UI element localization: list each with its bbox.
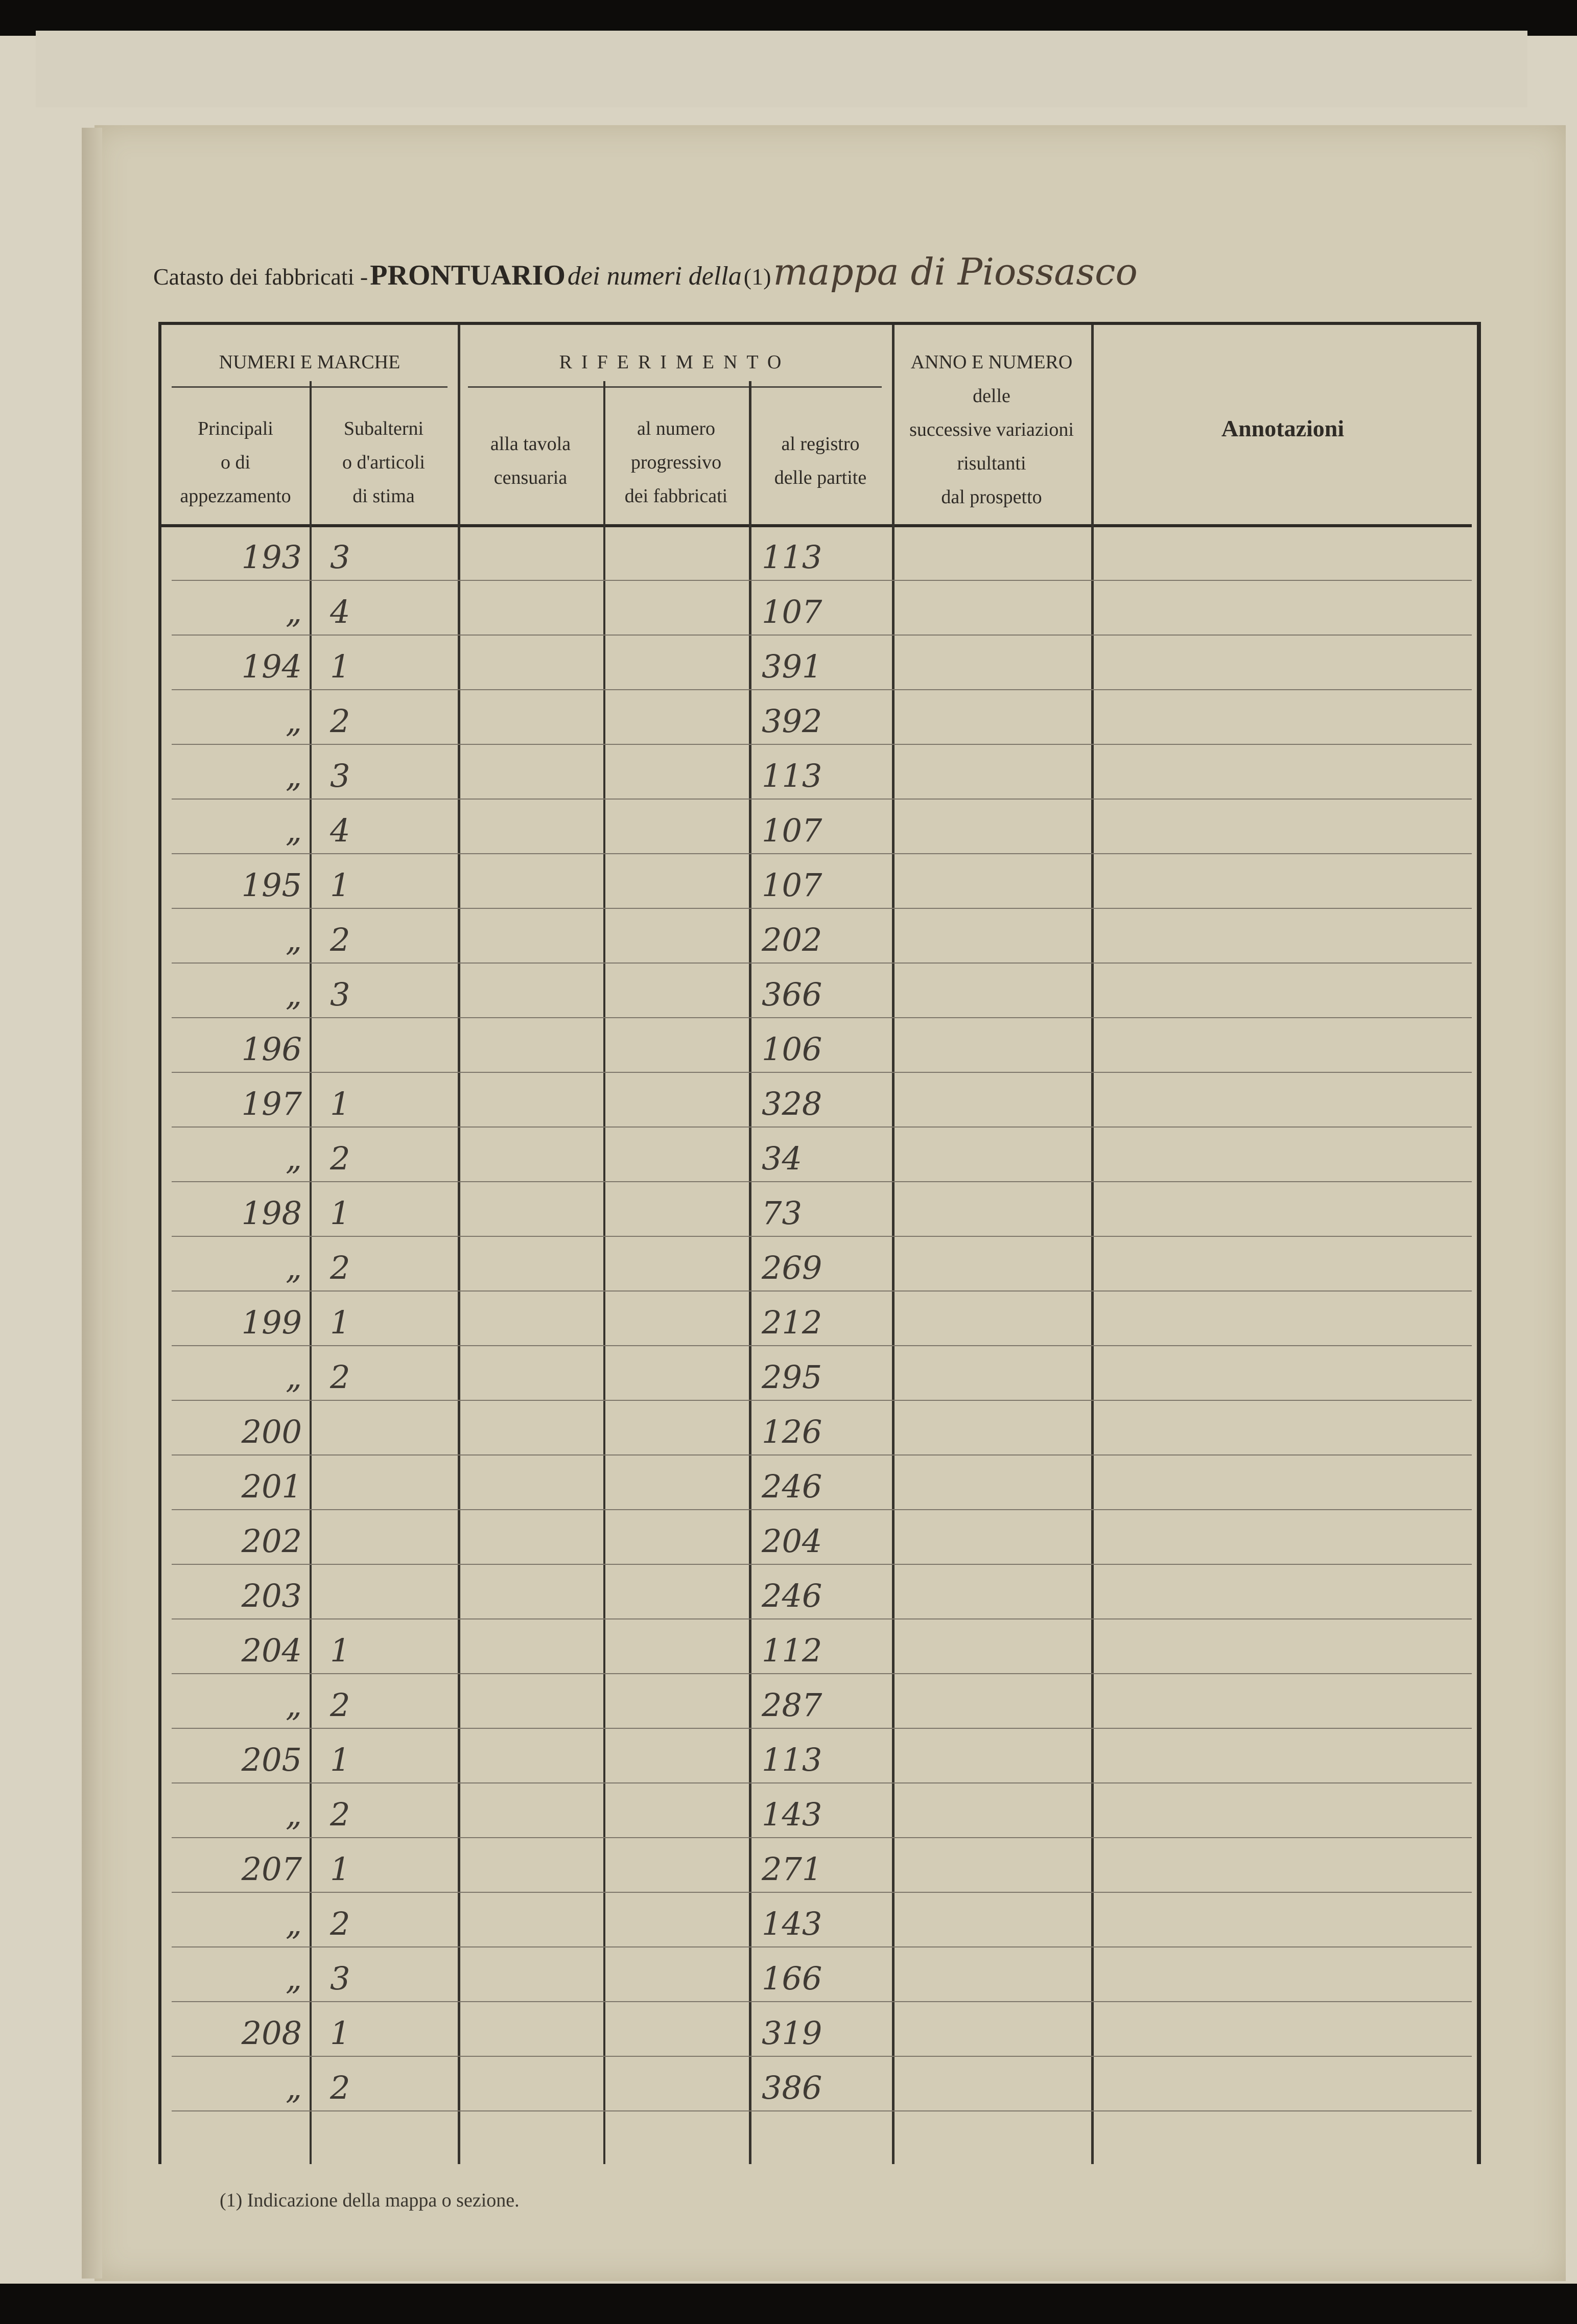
table-row bbox=[161, 1787, 1472, 1841]
table-row bbox=[161, 529, 1472, 584]
table-row bbox=[161, 584, 1472, 639]
table-row bbox=[161, 2060, 1472, 2115]
cell-principale: „ bbox=[285, 1358, 302, 1396]
col-anno-line1: ANNO E NUMERO bbox=[910, 351, 1073, 373]
col-progressivo-line3: dei fabbricati bbox=[624, 485, 728, 507]
cell-registro: 112 bbox=[762, 1632, 822, 1669]
cell-subalterno: 3 bbox=[330, 1960, 350, 1997]
table-row bbox=[161, 803, 1472, 857]
cell-registro: 246 bbox=[762, 1468, 822, 1505]
table-row bbox=[161, 1732, 1472, 1787]
col-anno-line5: dal prospetto bbox=[941, 486, 1042, 508]
cell-subalterno: 1 bbox=[330, 1632, 350, 1669]
table-row bbox=[161, 1459, 1472, 1513]
cell-registro: 73 bbox=[762, 1194, 802, 1232]
col-principali bbox=[161, 412, 310, 513]
header-title: PRONTUARIO bbox=[370, 260, 566, 291]
col-registro-line1: al registro bbox=[781, 433, 860, 455]
cell-principale: 196 bbox=[241, 1030, 302, 1068]
cell-subalterno: 1 bbox=[330, 1304, 350, 1341]
cell-subalterno: 2 bbox=[330, 702, 350, 740]
col-subalterni-line1: Subalterni bbox=[343, 418, 424, 439]
col-anno-line4: risultanti bbox=[957, 453, 1026, 474]
table-row bbox=[161, 1021, 1472, 1076]
col-group-numeri: NUMERI E MARCHE bbox=[219, 351, 401, 373]
table-row bbox=[161, 967, 1472, 1021]
cell-registro: 271 bbox=[762, 1850, 822, 1888]
table-row bbox=[161, 1513, 1472, 1568]
cell-principale: 198 bbox=[241, 1194, 302, 1232]
col-progressivo-line2: progressivo bbox=[630, 452, 722, 473]
cell-registro: 113 bbox=[762, 538, 822, 576]
cell-subalterno: 1 bbox=[330, 1850, 350, 1888]
cell-subalterno: 1 bbox=[330, 2014, 350, 2052]
cell-principale: „ bbox=[285, 921, 302, 958]
col-tavola bbox=[458, 427, 603, 495]
cell-subalterno: 1 bbox=[330, 648, 350, 685]
cell-principale: „ bbox=[285, 593, 302, 630]
cell-registro: 246 bbox=[762, 1577, 822, 1614]
cell-principale: „ bbox=[285, 702, 302, 740]
cell-registro: 107 bbox=[762, 593, 822, 630]
cell-registro: 287 bbox=[762, 1686, 822, 1724]
cell-principale: 199 bbox=[241, 1304, 302, 1341]
table-row bbox=[161, 1896, 1472, 1951]
col-principali-line3: appezzamento bbox=[180, 485, 291, 507]
cell-principale: 201 bbox=[241, 1468, 302, 1505]
cell-registro: 204 bbox=[762, 1522, 822, 1560]
table-row bbox=[161, 1623, 1472, 1677]
cell-registro: 319 bbox=[762, 2014, 822, 2052]
cell-principale: 203 bbox=[241, 1577, 302, 1614]
col-anno-line3: successive variazioni bbox=[909, 419, 1074, 440]
cell-registro: 143 bbox=[762, 1796, 822, 1833]
col-tavola-line1: alla tavola bbox=[490, 433, 571, 455]
cell-subalterno: 2 bbox=[330, 1796, 350, 1833]
cell-principale: 197 bbox=[241, 1085, 302, 1122]
cell-subalterno: 3 bbox=[330, 976, 350, 1013]
col-registro-line2: delle partite bbox=[774, 467, 867, 488]
cell-registro: 166 bbox=[762, 1960, 822, 1997]
table-row bbox=[161, 2005, 1472, 2060]
col-registro bbox=[749, 427, 892, 495]
cell-subalterno: 3 bbox=[330, 757, 350, 794]
cell-principale: 207 bbox=[241, 1850, 302, 1888]
cell-subalterno: 2 bbox=[330, 2069, 350, 2106]
table-row bbox=[161, 693, 1472, 748]
cell-principale: 193 bbox=[241, 538, 302, 576]
table-row bbox=[161, 1240, 1472, 1295]
table-row bbox=[161, 1349, 1472, 1404]
cell-principale: 208 bbox=[241, 2014, 302, 2052]
cell-principale: 194 bbox=[241, 648, 302, 685]
cell-registro: 295 bbox=[762, 1358, 822, 1396]
cell-registro: 106 bbox=[762, 1030, 822, 1068]
page-header bbox=[153, 250, 1507, 307]
group-underline-riferimento bbox=[468, 386, 882, 388]
cell-principale: 200 bbox=[241, 1413, 302, 1450]
cell-principale: „ bbox=[285, 1796, 302, 1833]
cell-registro: 107 bbox=[762, 866, 822, 904]
cell-registro: 113 bbox=[762, 1741, 822, 1778]
cell-registro: 391 bbox=[762, 648, 822, 685]
cell-subalterno: 4 bbox=[330, 593, 350, 630]
cell-subalterno: 1 bbox=[330, 1194, 350, 1232]
table-row bbox=[161, 1185, 1472, 1240]
table-row bbox=[161, 1677, 1472, 1732]
col-subalterni bbox=[310, 412, 458, 513]
cell-registro: 392 bbox=[762, 702, 822, 740]
cell-subalterno: 2 bbox=[330, 921, 350, 958]
col-anno-line2: delle bbox=[973, 385, 1010, 407]
cell-subalterno: 2 bbox=[330, 1686, 350, 1724]
cell-registro: 366 bbox=[762, 976, 822, 1013]
cell-principale: „ bbox=[285, 1905, 302, 1942]
col-subalterni-line2: o d'articoli bbox=[342, 452, 425, 473]
cell-registro: 328 bbox=[762, 1085, 822, 1122]
col-principali-line2: o di bbox=[220, 452, 251, 473]
header-italic: dei numeri della bbox=[567, 262, 742, 291]
register-table bbox=[158, 322, 1481, 2164]
cell-principale: „ bbox=[285, 1960, 302, 1997]
cell-registro: 143 bbox=[762, 1905, 822, 1942]
table-row bbox=[161, 1951, 1472, 2005]
table-row bbox=[161, 639, 1472, 693]
cell-principale: „ bbox=[285, 2069, 302, 2106]
cell-subalterno: 2 bbox=[330, 1249, 350, 1286]
col-progressivo-line1: al numero bbox=[637, 418, 715, 439]
col-annotazioni: Annotazioni bbox=[1221, 415, 1345, 441]
cell-principale: „ bbox=[285, 1686, 302, 1724]
header-bottom-rule bbox=[161, 524, 1472, 527]
cell-principale: 204 bbox=[241, 1632, 302, 1669]
table-row bbox=[161, 1568, 1472, 1623]
cell-principale: „ bbox=[285, 812, 302, 849]
col-principali-line1: Principali bbox=[198, 418, 273, 439]
cell-principale: „ bbox=[285, 1140, 302, 1177]
col-anno bbox=[892, 345, 1091, 514]
page-edge bbox=[82, 128, 102, 2279]
cell-principale: „ bbox=[285, 976, 302, 1013]
cell-registro: 113 bbox=[762, 757, 822, 794]
table-row bbox=[161, 857, 1472, 912]
col-tavola-line2: censuaria bbox=[493, 467, 568, 488]
cell-principale: 205 bbox=[241, 1741, 302, 1778]
table-row bbox=[161, 1295, 1472, 1349]
cell-subalterno: 4 bbox=[330, 812, 350, 849]
cell-principale: 195 bbox=[241, 866, 302, 904]
header-prefix: Catasto dei fabbricati - bbox=[153, 264, 368, 290]
cell-subalterno: 2 bbox=[330, 1140, 350, 1177]
col-subalterni-line3: di stima bbox=[352, 485, 415, 507]
cell-registro: 386 bbox=[762, 2069, 822, 2106]
col-group-riferimento: RIFERIMENTO bbox=[559, 351, 791, 373]
table-row bbox=[161, 1404, 1472, 1459]
cell-subalterno: 1 bbox=[330, 866, 350, 904]
table-row bbox=[161, 1131, 1472, 1185]
cell-registro: 107 bbox=[762, 812, 822, 849]
cell-subalterno: 1 bbox=[330, 1085, 350, 1122]
cell-principale: 202 bbox=[241, 1522, 302, 1560]
cell-subalterno: 2 bbox=[330, 1905, 350, 1942]
header-ref: (1) bbox=[743, 264, 771, 290]
cell-registro: 202 bbox=[762, 921, 822, 958]
table-row bbox=[161, 1076, 1472, 1131]
cell-registro: 126 bbox=[762, 1413, 822, 1450]
cell-subalterno: 1 bbox=[330, 1741, 350, 1778]
footnote: (1) Indicazione della mappa o sezione. bbox=[220, 2190, 520, 2211]
cell-principale: „ bbox=[285, 757, 302, 794]
cell-registro: 269 bbox=[762, 1249, 822, 1286]
top-paper-strip bbox=[36, 31, 1527, 107]
cell-subalterno: 2 bbox=[330, 1358, 350, 1396]
table-row bbox=[161, 912, 1472, 967]
cell-registro: 212 bbox=[762, 1304, 822, 1341]
header-handwritten: mappa di Piossasco bbox=[773, 250, 1138, 293]
cell-subalterno: 3 bbox=[330, 538, 350, 576]
table-row bbox=[161, 748, 1472, 803]
cell-principale: „ bbox=[285, 1249, 302, 1286]
table-row bbox=[161, 1841, 1472, 1896]
col-progressivo bbox=[603, 412, 749, 513]
cell-registro: 34 bbox=[762, 1140, 802, 1177]
